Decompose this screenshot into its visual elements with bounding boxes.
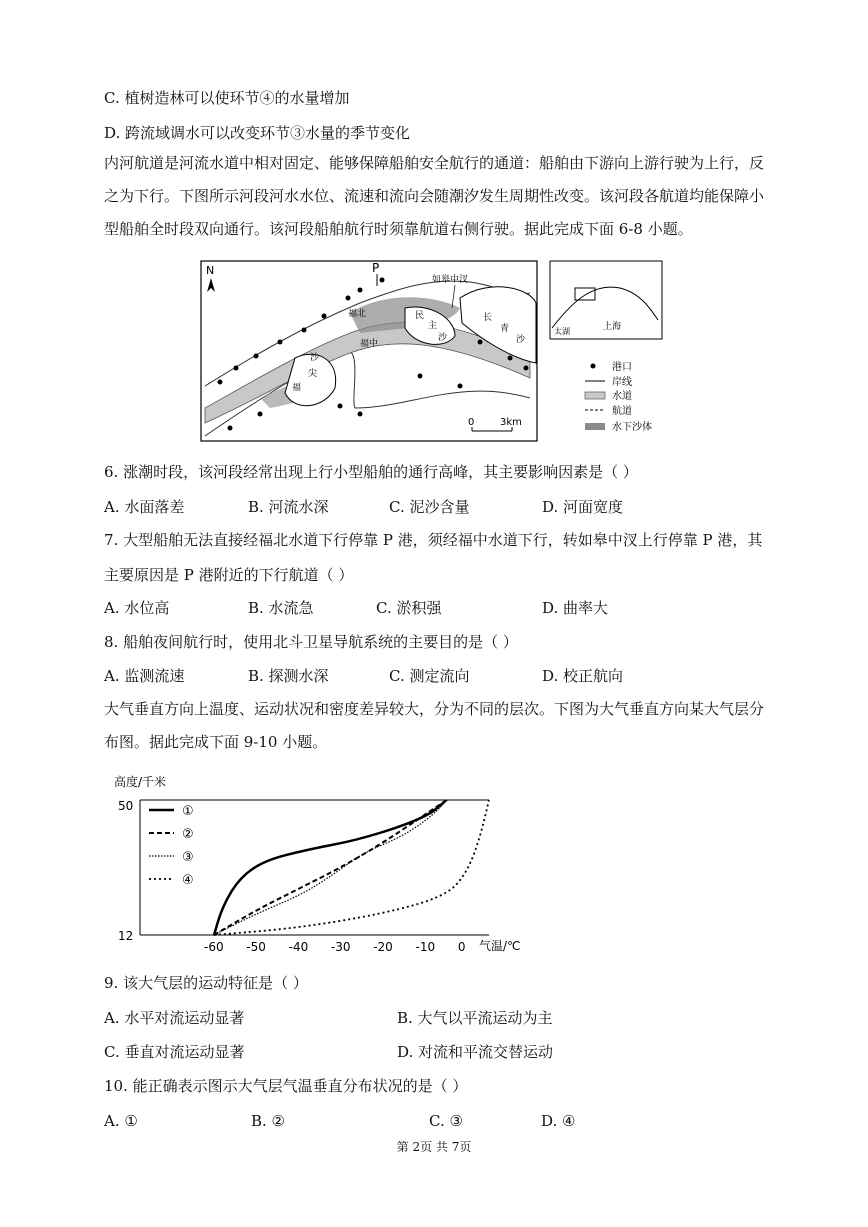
- svg-text:沙: 沙: [438, 333, 448, 343]
- q5-option-c: C. 植树造林可以使环节④的水量增加: [104, 89, 350, 107]
- q9-option-a: A. 水平对流运动显著: [104, 1009, 245, 1027]
- svg-text:民: 民: [415, 311, 425, 321]
- rugao-label: 如皋中汊: [432, 275, 469, 285]
- scale-zero: 0: [468, 417, 475, 428]
- svg-text:青: 青: [500, 324, 510, 334]
- passage-navigation: 内河航道是河流水道中相对固定、能够保障船舶安全航行的通道：船舶由下游向上游行驶为上行，反之为下行。下图所示河段河水水位、流速和流向会随潮汐发生周期性改变。该河段各航道均能保障小型船舶全时段双向通行。该河段船舶航行时须靠航道右侧行驶。据此完成下面 6-8 小题。: [104, 154, 765, 238]
- x-tick-0: -60: [204, 940, 224, 954]
- map-legend: [585, 360, 652, 433]
- scale-label: 3km: [500, 417, 522, 428]
- label-fubei: 福北: [348, 309, 367, 319]
- q9-option-d: D. 对流和平流交替运动: [397, 1043, 554, 1061]
- q9-stem: 9. 该大气层的运动特征是（ ）: [104, 974, 308, 992]
- inset-shanghai: 上海: [603, 322, 622, 332]
- x-tick-3: -30: [330, 940, 351, 954]
- legend-1: ①: [182, 804, 194, 819]
- y-tick-12: 12: [118, 929, 134, 943]
- q9-option-b: B. 大气以平流运动为主: [397, 1009, 553, 1027]
- svg-text:主: 主: [428, 321, 438, 331]
- q10-option-b: B. ②: [251, 1112, 286, 1130]
- svg-text:福: 福: [292, 383, 302, 393]
- chart-legend: [149, 804, 194, 888]
- passage-atmosphere: 大气垂直方向上温度、运动状况和密度差异较大，分为不同的层次。下图为大气垂直方向某大气层分布图。据此完成下面 9-10 小题。: [104, 700, 765, 751]
- q6-option-b: B. 河流水深: [248, 498, 329, 516]
- q8-option-d: D. 校正航向: [542, 667, 624, 685]
- page-footer: 第 2页 共 7页: [396, 1140, 472, 1154]
- x-tick-6: 0: [457, 940, 466, 954]
- q5-option-d: D. 跨流域调水可以改变环节③水量的季节变化: [104, 124, 411, 142]
- series-line-2: [214, 800, 447, 935]
- svg-text:沙: 沙: [516, 335, 526, 345]
- x-tick-1: -50: [246, 940, 266, 954]
- legend-2: ②: [182, 827, 194, 842]
- q7-option-c: C. 淤积强: [376, 599, 442, 617]
- q7-option-b: B. 水流急: [248, 599, 314, 617]
- svg-text:岸线: 岸线: [612, 377, 632, 388]
- svg-text:水下沙体: 水下沙体: [612, 422, 652, 433]
- legend-4: ④: [182, 873, 194, 888]
- x-tick-2: -40: [288, 940, 309, 954]
- svg-text:航道: 航道: [612, 406, 632, 417]
- q6-option-c: C. 泥沙含量: [389, 498, 470, 516]
- q6-stem: 6. 涨潮时段，该河段经常出现上行小型船舶的通行高峰，其主要影响因素是（ ）: [104, 463, 638, 481]
- q10-stem: 10. 能正确表示图示大气层气温垂直分布状况的是（ ）: [104, 1077, 468, 1095]
- legend-3: ③: [182, 850, 194, 865]
- q7-option-d: D. 曲率大: [542, 599, 609, 617]
- q7-stem-line1: 7. 大型船舶无法直接经福北水道下行停靠 P 港，须经福中水道下行，转如皋中汊上行停靠 P 港，其: [104, 531, 763, 549]
- q10-option-d: D. ④: [541, 1112, 576, 1130]
- y-tick-50: 50: [118, 799, 134, 813]
- q6-option-a: A. 水面落差: [104, 498, 185, 516]
- svg-text:港口: 港口: [612, 362, 632, 373]
- atmosphere-temperature-chart: [104, 770, 544, 960]
- inset-taihu: 太湖: [554, 327, 570, 336]
- y-axis-label: 高度/千米: [114, 775, 167, 789]
- q7-stem-line2: 主要原因是 P 港附近的下行航道（ ）: [104, 566, 354, 584]
- port-p-label: P: [372, 261, 380, 275]
- x-tick-4: -20: [373, 940, 393, 954]
- q8-option-c: C. 测定流向: [389, 667, 470, 685]
- x-axis-label: 气温/℃: [479, 939, 521, 953]
- svg-text:水道: 水道: [612, 391, 632, 402]
- x-tick-5: -10: [415, 940, 436, 954]
- svg-text:长: 长: [483, 313, 493, 323]
- svg-text:尖: 尖: [308, 369, 318, 379]
- label-fuzhong: 福中: [360, 339, 379, 349]
- q10-option-a: A. ①: [104, 1112, 138, 1130]
- river-map-figure: [200, 258, 670, 443]
- q8-option-b: B. 探测水深: [248, 667, 329, 685]
- q9-option-c: C. 垂直对流运动显著: [104, 1043, 245, 1061]
- q10-option-c: C. ③: [429, 1112, 463, 1130]
- q8-option-a: A. 监测流速: [104, 667, 185, 685]
- q6-option-d: D. 河面宽度: [542, 498, 624, 516]
- q8-stem: 8. 船舶夜间航行时，使用北斗卫星导航系统的主要目的是（ ）: [104, 633, 518, 651]
- north-label: N: [206, 264, 215, 277]
- svg-text:沙: 沙: [310, 353, 320, 363]
- q7-option-a: A. 水位高: [104, 599, 170, 617]
